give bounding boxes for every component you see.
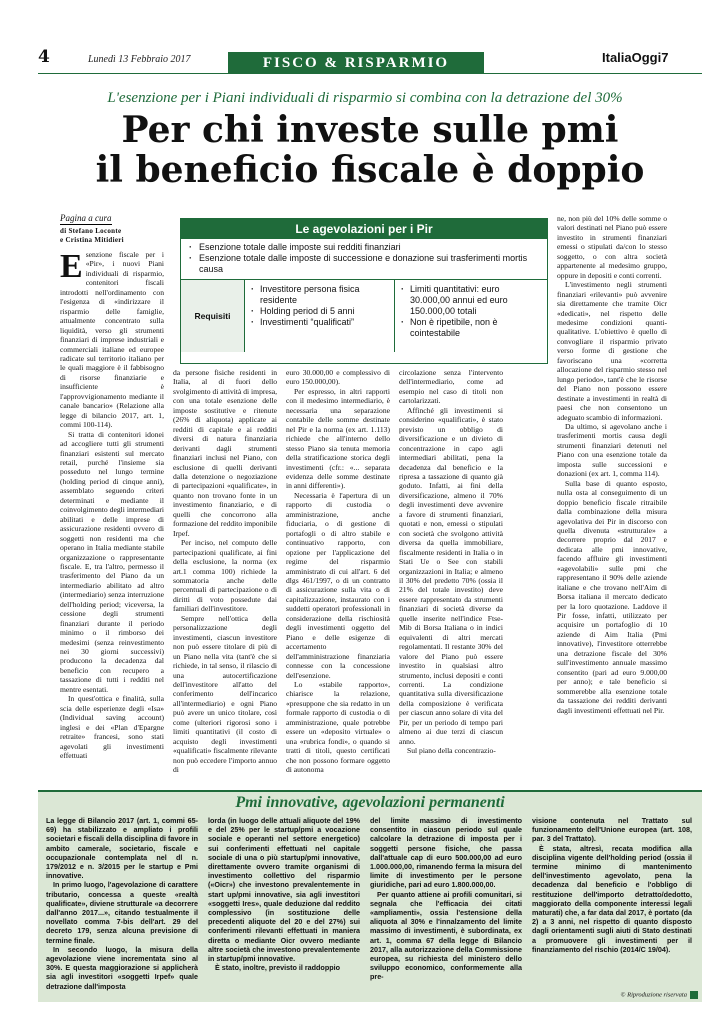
article-paragraph: Affinché gli investimenti si considerino «qualificati», è stato previsto un obbligo di diversificazione e un divieto di concentrazione in capo agli intermediari abilitati, pena la decadenza dal beneficio e la ripresa a tassazione di quanto già goduto. Infatti, ai fini della diversificazione, almeno il 70% degli investimenti deve avvenire a favore di strumenti finanziari, quotati e non, emessi o stipulati con società che svolgono attività diversa da quella immobiliare, fiscalmente residenti in Italia o in Stati Ue o See con stabili organizzazioni in Italia; e almeno il 30% del predetto 70% (ossia il 21% del totale investito) deve essere rappresentato da strumenti finanziari di società diverse da quelle inserite nell'indice Ftse-Mib di Borsa Italiana o in indici equivalenti di altri mercati regolamentati. Il restante 30% del valore del Piano può essere investito in qualsiasi altro strumento, inclusi depositi e conti correnti. La condizione quantitativa sulla diversificazione della composizione è verificata per ciascun anno solare di vita del Pir, per un periodo di tempo pari almeno ai due terzi di ciascun anno.: [399, 405, 503, 746]
article-paragraph: Sempre nell'ottica della personalizzazione degli investimenti, ciascun investitore non può essere titolare di più di un Piano nella vita (tant'è che si richiede, in tal senso, il rilascio di una autocertificazione dell'investitore all'atto del conferimento dell'incarico all'intermediario) e ogni Piano può avere un unico titolare, così come (ulteriori rigorosi sono i limiti quantitativi (il costo di acquisto degli investimenti «qualificati» fiscalmente rilevante non può eccedere l'importo annuo di: [173, 613, 277, 775]
issue-date: Lunedì 13 Febbraio 2017: [88, 54, 191, 65]
headline-line-2: il beneficio fiscale è doppio: [95, 149, 645, 191]
article-paragraph: Necessaria è l'apertura di un rapporto di custodia o amministrazione, anche fiduciaria, o di gestione di portafogli o di altro stabile e continuativo rapporto, con opzione per l'applicazione del regime del risparmio amministrato di cui all'art. 6 del dlgs 461/1997, o di un contratto di assicurazione sulla vita o di capitalizzazione, instaurato con i suddetti operatori professionali in considerazione della rischiosità degli investimenti oggetto del Piano e delle esigenze di accertamento dell'amministrazione finanziaria connesse con la concessione dell'esenzione.: [286, 490, 390, 680]
requisiti-item: · Holding period di 5 anni: [251, 306, 388, 317]
headline-line-1: Per chi investe sulle pmi: [121, 109, 619, 151]
requisiti-item: · Investimenti “qualificati”: [251, 317, 388, 328]
pmi-title: Pmi innovative, agevolazioni permanenti: [235, 794, 505, 811]
pmi-paragraph: In primo luogo, l'agevolazione di carattere tributario, concessa a queste «realtà qualificate», diviene strutturale «a decorrere dall'anno 2017...», citando testualmente il novellato comma 7-bis dell'art. 29 del decreto 179, senza alcuna previsione di termine finale.: [46, 880, 198, 945]
agevolazioni-item: · Esenzione totale dalle imposte di successione e donazione sui trasferimenti mortis causa: [189, 253, 539, 275]
agevolazioni-top-list: [181, 239, 547, 280]
article-paragraph: euro 30.000,00 e complessivo di euro 150.000,00).: [286, 368, 390, 387]
article-column-4: [399, 368, 503, 780]
article-column-2: [173, 368, 277, 780]
requisiti-label: Requisiti: [181, 280, 245, 352]
page-number: 4: [38, 47, 50, 67]
page-header: [0, 0, 724, 80]
article-headline: [60, 110, 680, 190]
article-paragraph: Esenzione fiscale per i «Pir», i nuovi Piani individuali di risparmio, contenitori fiscali introdotti nell'ordinamento con l'esigenza di «indirizzare il risparmio delle famiglie, attualmente concentrato sulla liquidità, verso gli strumenti finanziari di imprese industriali e commerciali italiane ed europee radicate sul territorio italiano per le quali maggiore è il fabbisogno di risorse finanziarie e insufficiente è l'approvvigionamento mediante il canale bancario» (Relazione alla legge di bilancio 2017, art. 1, commi 100-114).: [60, 250, 164, 430]
end-mark: [690, 991, 698, 999]
article-column-5: [557, 214, 667, 780]
article-paragraph: Sul piano della concentrazio-: [407, 746, 496, 756]
article-paragraph: da persone fisiche residenti in Italia, al di fuori dello svolgimento di attività di impresa, con una totale esenzione delle imposte sostitutive e ritenute (26% di aliquota) applicate ai redditi di capitale e ai redditi diversi di natura finanziaria derivanti dagli strumenti finanziari inclusi nel Piano, con esclusione di quelli derivanti dalla detenzione o negoziazione di partecipazioni «qualificate», in quanto non trovano fonte in un investimento finanziario, e di quelli che concorrono alla formazione del reddito imponibile Irpef.: [173, 368, 277, 538]
pmi-paragraph: La legge di Bilancio 2017 (art. 1, commi 65-69) ha stabilizzato e ampliato i profili societari e fiscali della disciplina di favore in ambito camerale, societario, fiscale e occupazionale contemplata nel dl n. 179/2012 e n. 3/2015 per le startup e Pmi innovative.: [46, 816, 198, 881]
article-paragraph: Da ultimo, si agevolano anche i trasferimenti mortis causa degli strumenti finanziari detenuti nel Piano con una esenzione totale da imposta sulle successioni e donazioni (ex art. 1, comma 114).: [557, 421, 667, 479]
pmi-paragraph: visione contenuta nel Trattato sul funzionamento dell'Unione europea (art. 108, par. 3 del Trattato).: [532, 816, 692, 844]
article-paragraph: circolazione senza l'intervento dell'intermediario, come ad esempio nel caso di titoli non cartolarizzati.: [399, 368, 503, 406]
pmi-column-3: [370, 816, 522, 1000]
pmi-paragraph: È stata, altresì, recata modifica alla disciplina vigente dell'holding period (ossia il termine minimo di mantenimento dell'investimento agevolato, pena la decadenza dal beneficio e l'obbligo di restituzione dell'importo detratto/dedotto, maggiorato della componente interessi legali maturati) che, a far data dal 2017, è portato (da 2) a 3 anni, nel rispetto di quanto disposto dagli orientamenti sugli aiuti di Stato destinati a promuovere gli investimenti per il finanziamento del rischio (2014/C 19/04).: [532, 843, 692, 954]
requisiti-item: · Limiti quantitativi: euro 30.000,00 annui ed euro 150.000,00 totali: [401, 284, 541, 317]
article-column-1: [60, 250, 164, 780]
pmi-paragraph: del limite massimo di investimento consentito in ciascun periodo sul quale calcolare la detrazione di imposta per i soggetti persone fisiche, che passa dall'attuale cap di euro 500.000,00 ad euro 1.000.000,00, rimanendo ferma la misura del limite di investimento per le persone giuridiche, pari ad euro 1.800.000,00.: [370, 816, 522, 890]
pmi-paragraph: In secondo luogo, la misura della agevolazione viene incrementata sino al 30%. E questa maggiorazione si applicherà sia agli investitori «soggetti Irpef» quale detrazione dall'imposta: [46, 944, 198, 991]
requisiti-list-1: [245, 280, 395, 352]
pmi-paragraph: È stato, inoltre, previsto il raddoppio: [215, 963, 340, 973]
pmi-column-1: [46, 816, 198, 1000]
article-column-3: [286, 368, 390, 780]
byline: [60, 213, 160, 245]
pmi-paragraph: Per quanto attiene ai profili comunitari, si segnala che l'efficacia dei citati «ampliamenti», ossia l'estensione della aliquota al 30% e l'innalzamento del limite massimo di investimenti, è subordinata, ex art. 1, comma 67 della legge di Bilancio 2017, alla autorizzazione della Commissione europea, su richiesta del ministero dello sviluppo economico, conformemente alla pre-: [370, 889, 522, 982]
article-paragraph: ne, non più del 10% delle somme o valori destinati nel Piano può essere investito in strumenti finanziari emessi o stipulati da/con lo stesso soggetto, o con altra società appartenente al medesimo gruppo, oppure in depositi e conti correnti.: [557, 214, 667, 280]
header-rule: [38, 73, 702, 74]
copyright-text: © Riproduzione riservata: [620, 991, 687, 999]
article-paragraph: Per espresso, in altri rapporti con il medesimo intermediario, è necessaria una separazione contabile delle somme destinate nel Pir e la norma (ex art. 1.113) richiede che all'interno dello stesso Piano sia tenuta memoria della stratificazione storica degli investimenti (cfr.: «... separata evidenza delle somme destinate in anni differenti»).: [286, 386, 390, 491]
dropcap: E: [60, 250, 83, 285]
byline-author-1: di Stefano Loconte: [60, 227, 122, 235]
article-paragraph: L'investimento negli strumenti finanziari «rilevanti» può avvenire sia direttamente che tramite Oicr «dedicati», nel rispetto delle medesime condizioni quanti-qualitative. L'obiettivo è quello di convogliare il risparmio privato verso forme di gestione che favoriscano una «corretta allocazione del risparmio stesso nel lungo periodo», tant'è che le risorse del Piano non possono essere destinate a investimenti in realtà di paesi che non consentono un adeguato scambio di informazioni.: [557, 280, 667, 422]
publication-name: ItaliaOggi7: [602, 50, 669, 65]
article-paragraph: In quest'ottica e finalità, sulla scia delle esperienze degli «Isa» (Individual saving account) inglesi e dei «Plan d'Epargne retraite» francesi, sono stati agevolati gli investimenti effettuati: [60, 694, 164, 761]
pmi-box: [38, 790, 702, 1002]
article-paragraph: Lo «stabile rapporto», chiarisce la relazione, «presuppone che sia redatto in un formale rapporto di custodia o di amministrazione, quale potrebbe essere un «deposito virtuale» o una «rubrica fondi», o quando si tratti di titoli, questo certificati che non possono formare oggetto di autonoma: [286, 679, 390, 775]
pmi-column-2: [208, 816, 360, 1000]
pmi-paragraph: lorda (in luogo delle attuali aliquote del 19% e del 25% per le startup/pmi a vocazione sociale e operanti nel settore energetico) sui conferimenti effettuati nel capitale sociale di una o più startup/pmi innovative, direttamente ovvero tramite organismi di investimento collettivo del risparmio («Oicr») che investono prevalentemente in start up/pmi innovative, sia agli investitori «soggetti Ires», quale deduzione dal reddito complessivo (in sostituzione delle precedenti aliquote del 20 e del 27%) sui conferimenti rilevanti effettuati in maniera diretta o mediante Oicr ovvero mediante altre società che investono prevalentemente in startup/pmi innovative.: [208, 816, 360, 964]
article-paragraph: Si tratta di contenitori idonei ad accogliere tutti gli strumenti finanziari esistenti sul mercato retail, purché l'insieme sia posseduto nel lungo termine (holding period di cinque anni), assemblato seguendo criteri determinati e mediante il coinvolgimento degli intermediari abilitati e delle imprese di assicurazione residenti ovvero di soggetti non residenti ma che operano in Italia mediante stabile organizzazione o rappresentante fiscale. E, tra l'altro, permesso il trasferimento del Piano da un intermediario abilitato ad altro (intermediario) senza interruzione dell'holding period; viceversa, la cessione degli strumenti finanziari durante il periodo minimo o il rimborso dei medesimi (senza reinvestimento nei 30 giorni successivi) producono la decadenza dal beneficio con recupero a tassazione di tutti i redditi nel mentre esentati.: [60, 429, 164, 694]
copyright-note: [621, 991, 698, 999]
requisiti-row: [181, 280, 547, 352]
pmi-column-4: [532, 816, 692, 988]
byline-author-2: e Cristina Mitidieri: [60, 236, 124, 244]
byline-label: Pagina a cura: [60, 213, 112, 223]
article-paragraph: Sulla base di quanto esposto, nulla osta al conseguimento di un doppio beneficio fiscale ritraibile dalla combinazione della misura agevolativa dei Pir in discorso con quella divenuta «strutturale» a decorrere proprio dal 2017 e dedicata alle pmi innovative, facendo affluire gli investimenti «agevolabili» sulle pmi che rappresentano il 90% delle aziende italiane e che trovano nell'Aim di Borsa italiana il mercato dedicato per la loro quotazione. Laddove il Pir fosse, infatti, utilizzato per acquisire un portafoglio di 10 aziende di Aim Italia (Pmi innovative), l'investitore otterrebbe una detrazione fiscale del 30% sull'investimento annuale massimo consentito (pari ad euro 9.000,00 per anno); e tale beneficio si sommerebbe alla esenzione totale da tassazione dei redditi derivanti dagli investimenti effettuati nel Pir.: [557, 478, 667, 715]
agevolazioni-title: Le agevolazioni per i Pir: [181, 219, 547, 239]
article-paragraph: Per inciso, nel computo delle partecipazioni qualificate, ai fini della esclusione, la norma (ex art.1 comma 100) richiede la sommatoria anche delle percentuali di partecipazione o di diritti di voto possedute dai familiari dell'investitore.: [173, 538, 277, 614]
article-kicker: L'esenzione per i Piani individuali di risparmio si combina con la detrazione del 30%: [107, 90, 623, 106]
agevolazioni-item: · Esenzione totale dalle imposte sui redditi finanziari: [189, 242, 539, 253]
agevolazioni-box: [180, 218, 548, 364]
requisiti-list-2: [395, 280, 547, 352]
section-title: FISCO & RISPARMIO: [228, 52, 484, 74]
requisiti-item: · Non è ripetibile, non è cointestabile: [401, 317, 541, 339]
requisiti-item: · Investitore persona fisica residente: [251, 284, 388, 306]
